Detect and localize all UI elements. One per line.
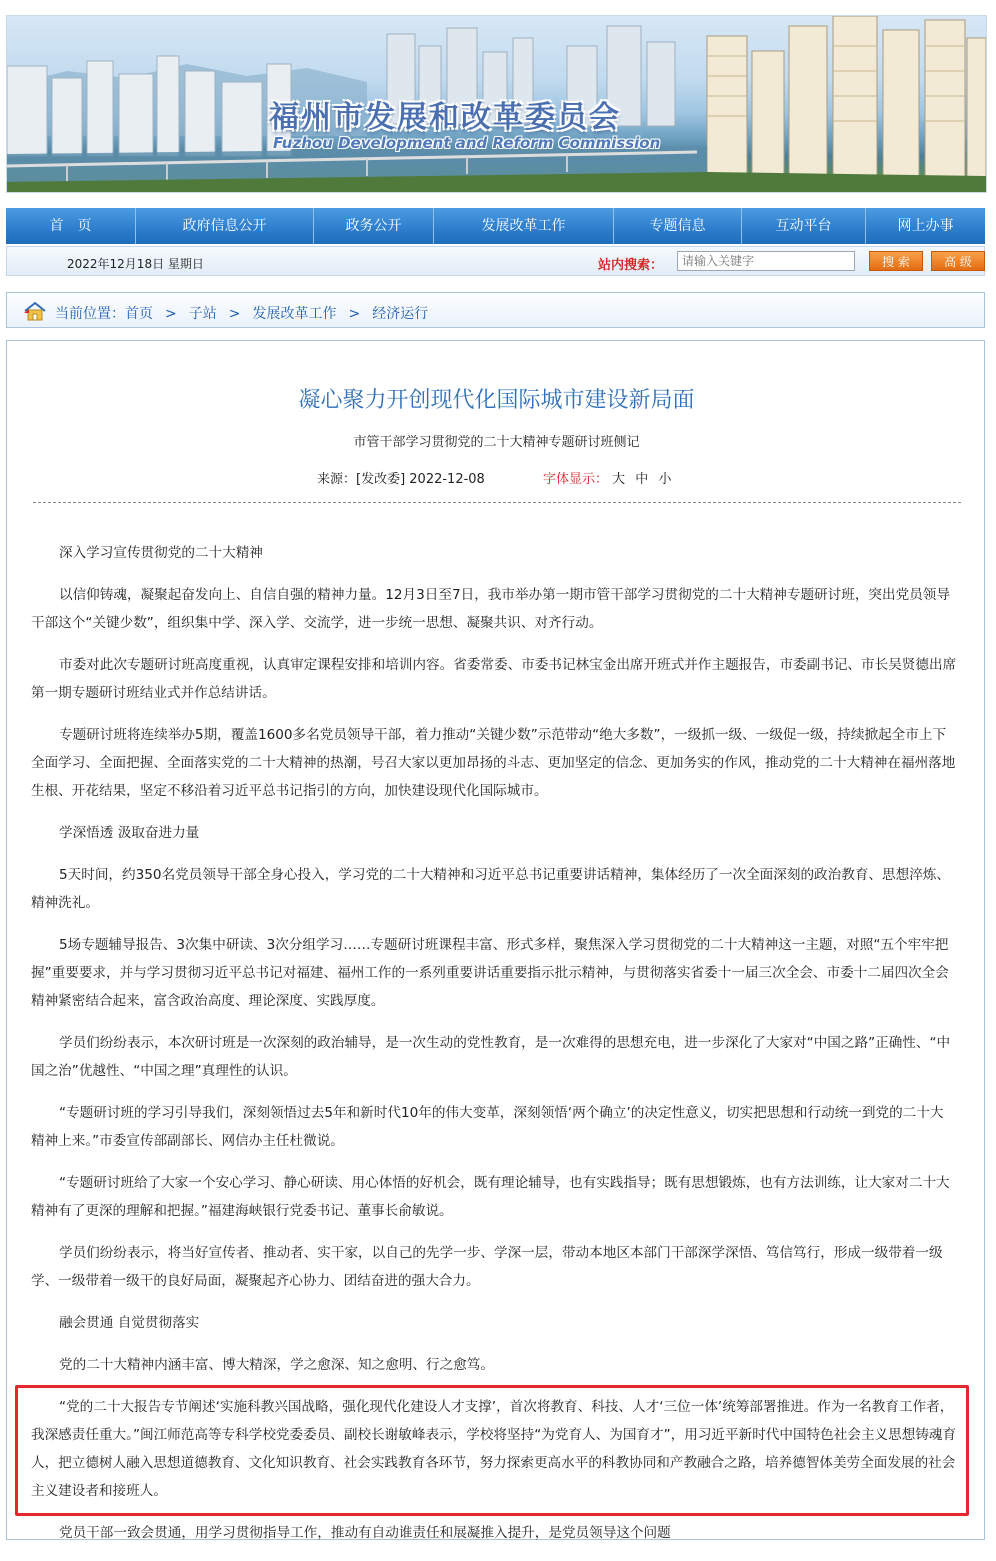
paragraph: “专题研讨班给了大家一个安心学习、静心研读、用心体悟的好机会，既有理论辅导，也有实践指导；既有思想锻炼，也有方法训练，让大家对二十大精神有了更深的理解和把握。”福建海峡银行党委书记、董事长俞敏说。 — [31, 1175, 950, 1219]
header-banner — [6, 15, 987, 193]
banner-subtitle: Fuzhou Development and Reform Commission — [273, 134, 661, 152]
section-heading: 融会贯通 自觉贯彻落实 — [59, 1315, 200, 1331]
chevron-right-icon: > — [228, 306, 241, 322]
article-meta — [317, 468, 671, 487]
divider — [33, 502, 961, 503]
search-label: 站内搜索： — [598, 258, 664, 273]
section-heading: 深入学习宣传贯彻党的二十大精神 — [59, 545, 263, 561]
paragraph: 5天时间，约350名党员领导干部全身心投入，学习党的二十大精神和习近平总书记重要讲话精神，集体经历了一次全面深刻的政治教育、思想淬炼、精神洗礼。 — [31, 867, 950, 911]
font-size-label: 字体显示： — [542, 472, 608, 487]
banner-title: 福州市发展和改革委员会 — [269, 100, 621, 135]
article-panel — [6, 340, 985, 1540]
breadcrumb-item-substation[interactable]: 子站 — [188, 306, 217, 322]
paragraph: 5场专题辅导报告、3次集中研读、3次分组学习……专题研讨班课程丰富、形式多样，聚焦深入学习贯彻党的二十大精神这一主题，对照“五个牢牢把握”重要要求，并与学习贯彻习近平总书记对福建、福州工作的一系列重要讲话重要指示批示精神，与贯彻落实省委十一届三次全会、市委十二届四次全会精神紧密结合起来，富含政治高度、理论深度、实践厚度。 — [31, 937, 949, 1009]
search-input[interactable] — [677, 251, 855, 271]
breadcrumb-prefix: 当前位置： — [55, 306, 125, 322]
breadcrumb-trail — [55, 303, 428, 323]
chevron-right-icon: > — [348, 306, 361, 322]
paragraph: 党的二十大精神内涵丰富、博大精深，学之愈深、知之愈明、行之愈笃。 — [59, 1357, 494, 1373]
paragraph: 以信仰铸魂，凝聚起奋发向上、自信自强的精神力量。12月3日至7日，我市举办第一期市管干部学习贯彻党的二十大精神专题研讨班，突出党员领导干部这个“关键少数”，组织集中学、深入学、交流学，进一步统一思想、凝聚共识、对齐行动。 — [31, 587, 950, 631]
article-title: 凝心聚力开创现代化国际城市建设新局面 — [298, 388, 695, 413]
nav-item-reform[interactable]: 发展改革工作 — [434, 208, 614, 244]
nav-item-affairs[interactable]: 政务公开 — [314, 208, 434, 244]
paragraph-highlighted: “党的二十大报告专节阐述‘实施科教兴国战略，强化现代化建设人才支撑’，首次将教育、科技、人才‘三位一体’统筹部署推进。作为一名教育工作者，我深感责任重大。”闽江师范高等专科学校党委委员、副校长谢敏峰表示，学校将坚持“为党育人、为国育才”，用习近平新时代中国特色社会主义思想铸魂育人，把立德树人融入思想道德教育、文化知识教育、社会实践教育各环节，努力探索更高水平的科教协同和产教融合之路，培养德智体美劳全面发展的社会主义建设者和接班人。 — [31, 1399, 957, 1499]
highlight-box — [15, 1385, 969, 1516]
info-bar — [6, 246, 985, 276]
advanced-search-button[interactable]: 高 级 — [931, 251, 985, 271]
nav-item-interaction[interactable]: 互动平台 — [742, 208, 866, 244]
paragraph: 专题研讨班将连续举办5期，覆盖1600多名党员领导干部，着力推动“关键少数”示范带动“绝大多数”，一级抓一级、一级促一级，持续掀起全市上下全面学习、全面把握、全面落实党的二十大精神的热潮，号召大家以更加昂扬的斗志、更加坚定的信念、更加务实的作风，推动党的二十大精神在福州落地生根、开花结果，坚定不移沿着习近平总书记指引的方向，加快建设现代化国际城市。 — [31, 727, 956, 799]
nav-item-home[interactable]: 首 页 — [6, 208, 136, 244]
nav-item-gov-info[interactable]: 政府信息公开 — [136, 208, 314, 244]
breadcrumb — [6, 292, 985, 328]
nav-item-topics[interactable]: 专题信息 — [614, 208, 742, 244]
paragraph: “专题研讨班的学习引导我们，深刻领悟过去5年和新时代10年的伟大变革，深刻领悟‘两个确立’的决定性意义，切实把思想和行动统一到党的二十大精神上来。”市委宣传部副部长、网信办主任杜微说。 — [31, 1105, 944, 1149]
paragraph: 市委对此次专题研讨班高度重视，认真审定课程安排和培训内容。省委常委、市委书记林宝金出席开班式并作主题报告，市委副书记、市长吴贤德出席第一期专题研讨班结业式并作总结讲话。 — [31, 657, 957, 701]
breadcrumb-item-home[interactable]: 首页 — [125, 306, 153, 322]
section-heading: 学深悟透 汲取奋进力量 — [59, 825, 200, 841]
breadcrumb-item-economy[interactable]: 经济运行 — [372, 306, 429, 322]
breadcrumb-item-reform[interactable]: 发展改革工作 — [252, 306, 337, 322]
chevron-right-icon: > — [165, 306, 177, 322]
font-size-medium[interactable]: 中 — [635, 472, 649, 487]
paragraph: 学员们纷纷表示，将当好宣传者、推动者、实干家，以自己的先学一步、学深一层，带动本地区本部门干部深学深悟、笃信笃行，形成一级带着一级学、一级带着一级干的良好局面，凝聚起齐心协力、团结奋进的强大合力。 — [31, 1245, 943, 1289]
home-icon — [23, 300, 47, 322]
font-size-small[interactable]: 小 — [658, 472, 672, 487]
current-date: 2022年12月18日 星期日 — [67, 257, 204, 271]
paragraph: 学员们纷纷表示，本次研讨班是一次深刻的政治辅导，是一次生动的党性教育，是一次难得的思想充电，进一步深化了大家对“中国之路”正确性、“中国之治”优越性、“中国之理”真理性的认识。 — [31, 1035, 951, 1079]
nav-item-online-service[interactable]: 网上办事 — [897, 218, 954, 234]
paragraph: 党员干部一致会贯通，用学习贯彻指导工作，推动有自动谁责任和展凝推入提升，是党员领导这个问题 — [59, 1525, 671, 1541]
article-subtitle: 市管干部学习贯彻党的二十大精神专题研讨班侧记 — [353, 435, 640, 450]
article-source: 来源：[发改委] 2022-12-08 — [317, 472, 485, 487]
font-size-large[interactable]: 大 — [612, 472, 626, 487]
main-nav — [6, 208, 985, 244]
search-button[interactable]: 搜 索 — [869, 251, 923, 271]
